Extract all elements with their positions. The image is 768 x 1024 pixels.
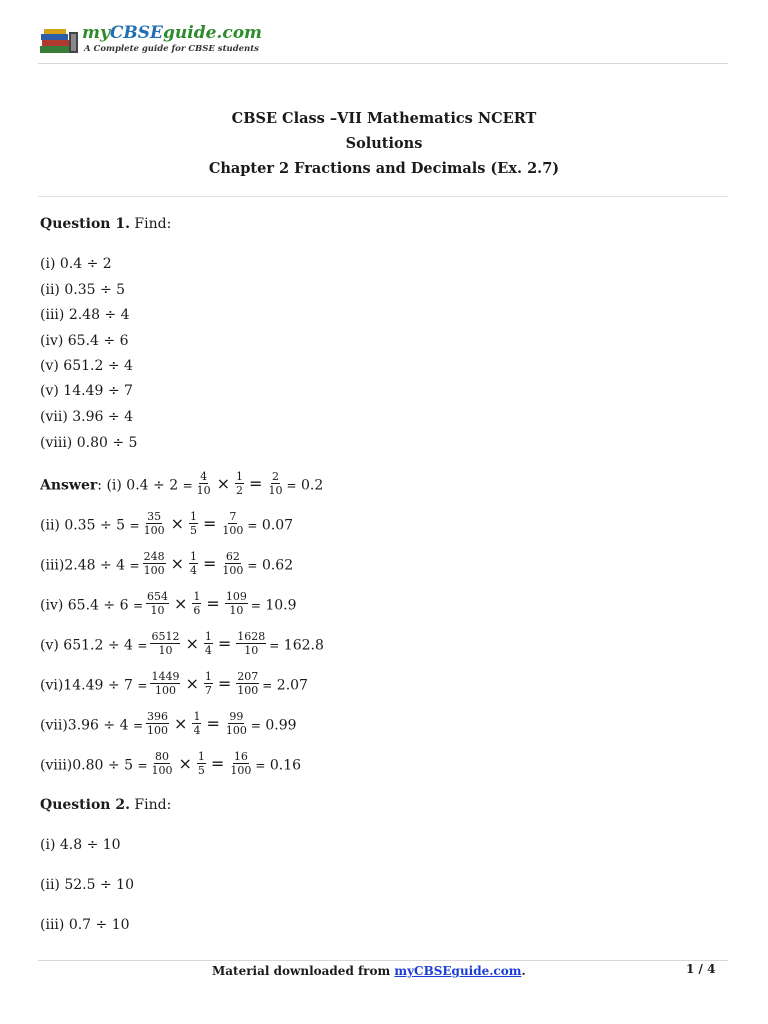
dividend: 14.49 [63, 383, 104, 399]
numerator: 6512 [151, 630, 180, 643]
fraction [189, 511, 198, 536]
equals-sign: = [247, 518, 258, 533]
denominator: 100 [230, 764, 252, 777]
denominator: 4 [193, 724, 201, 737]
divide-symbol: ÷ [107, 383, 120, 399]
divisor: 10 [116, 877, 134, 893]
title-line-2: Solutions [345, 135, 423, 152]
divide-symbol: ÷ [99, 877, 112, 893]
fraction [196, 471, 212, 496]
question-item [40, 356, 133, 376]
item-label: (v) [40, 383, 59, 399]
answer-row [40, 670, 308, 697]
question-item [40, 915, 130, 935]
item-label: (ii) [40, 877, 60, 893]
books-icon [38, 28, 80, 56]
equals-sign: = [129, 518, 140, 533]
item-label: (viii) [40, 435, 73, 451]
logo-tagline: A Complete guide for CBSE students [84, 44, 259, 54]
numerator: 7 [229, 510, 237, 523]
equals-sign: = [206, 713, 220, 733]
answer-label: Answer [40, 477, 98, 494]
answer-result: 0.99 [265, 717, 297, 734]
equals-sign: = [217, 633, 232, 653]
denominator: 100 [222, 524, 244, 537]
fraction [236, 671, 259, 696]
numerator: 16 [233, 750, 248, 763]
footer-credit: Material downloaded from myCBSEguide.com. [212, 964, 526, 978]
fraction [146, 591, 169, 616]
divide-symbol: ÷ [107, 409, 120, 425]
question-item [40, 331, 129, 351]
divisor: 5 [128, 435, 138, 451]
dividend: 2.48 [68, 307, 100, 323]
answer-row [40, 710, 297, 737]
fraction [236, 631, 266, 656]
dividend: 4.8 [59, 837, 83, 853]
denominator: 100 [222, 564, 244, 577]
answer-result: 10.9 [265, 597, 297, 614]
divide-symbol: ÷ [104, 307, 117, 323]
times-symbol: × [170, 553, 185, 573]
divisor: 6 [119, 333, 129, 349]
denominator: 2 [236, 484, 244, 497]
times-symbol: × [170, 513, 184, 533]
answer-prefix: (iv) 65.4 [40, 597, 99, 614]
equals-sign: = [206, 593, 220, 613]
divide-symbol: ÷ [86, 256, 99, 272]
denominator: 5 [197, 764, 205, 777]
divisor: 2 [169, 477, 179, 494]
logo-wordmark: myCBSEguide.com [82, 23, 263, 43]
equals-sign: = [286, 478, 297, 493]
answer-result: 162.8 [283, 637, 324, 654]
divisor: 4 [119, 717, 129, 734]
answer-result: 2.07 [276, 677, 308, 694]
equals-sign: = [203, 553, 217, 573]
dividend: 0.7 [68, 917, 92, 933]
question-item [40, 875, 134, 895]
question-item [40, 305, 130, 325]
denominator: 6 [193, 604, 201, 617]
item-label: (i) [40, 256, 56, 272]
equals-sign: = [210, 753, 225, 773]
footer-link[interactable]: myCBSEguide.com [394, 964, 522, 978]
divide-symbol: ÷ [107, 677, 120, 694]
equals-sign: = [137, 638, 148, 653]
answer-prefix: (iii)2.48 [40, 557, 96, 574]
denominator: 100 [154, 684, 176, 697]
numerator: 109 [225, 590, 247, 603]
page-header [0, 0, 768, 64]
answer-row [40, 510, 294, 537]
denominator: 10 [196, 484, 211, 497]
fraction [151, 751, 174, 776]
dividend: 65.4 [67, 333, 99, 349]
denominator: 4 [204, 644, 212, 657]
divisor: 6 [119, 597, 129, 614]
fraction [225, 711, 248, 736]
title-divider [38, 196, 728, 197]
fraction [229, 751, 252, 776]
divide-symbol: ÷ [103, 597, 116, 614]
times-symbol: × [178, 753, 192, 773]
divisor: 4 [120, 307, 130, 323]
fraction [143, 511, 166, 536]
answer-row [40, 590, 297, 617]
fraction [150, 671, 180, 696]
answer-result: 0.16 [269, 757, 302, 774]
numerator: 1 [204, 670, 212, 683]
denominator: 7 [204, 684, 212, 697]
dividend: 52.5 [64, 877, 96, 893]
numerator: 1628 [237, 630, 266, 643]
divisor: 7 [124, 383, 133, 399]
numerator: 1 [236, 470, 244, 483]
title-line-3: Chapter 2 Fractions and Decimals (Ex. 2.7) [208, 160, 560, 177]
question-prompt: Find: [134, 216, 172, 232]
question-item [40, 407, 133, 427]
question-item [40, 433, 137, 453]
divide-symbol: ÷ [107, 637, 120, 654]
dividend: 651.2 [63, 358, 104, 374]
divide-symbol: ÷ [99, 282, 112, 298]
dividend: 0.35 [64, 282, 96, 298]
fraction [192, 591, 201, 616]
answer-result: 0.2 [300, 477, 324, 494]
fraction [235, 471, 244, 496]
answer-prefix: (vi)14.49 [40, 677, 104, 694]
answer-result: 0.62 [261, 557, 294, 574]
denominator: 100 [147, 724, 169, 737]
numerator: 99 [229, 710, 244, 723]
answer-prefix: (ii) 0.35 [40, 517, 96, 534]
answer-prefix: (i) 0.4 [106, 477, 149, 494]
answer-prefix: (vii)3.96 [40, 717, 99, 734]
page-number: 1 / 4 [686, 962, 716, 976]
denominator: 100 [225, 724, 247, 737]
question-item [40, 280, 125, 300]
equals-sign: = [262, 678, 273, 693]
fraction [197, 751, 206, 776]
numerator: 1449 [151, 670, 180, 683]
numerator: 1 [197, 750, 205, 763]
answer-prefix: (viii)0.80 [40, 757, 104, 774]
divisor: 4 [124, 409, 133, 425]
fraction [192, 711, 201, 736]
denominator: 10 [158, 644, 173, 657]
divide-symbol: ÷ [107, 757, 120, 774]
item-label: (iii) [40, 917, 65, 933]
divide-symbol: ÷ [99, 557, 112, 574]
denominator: 10 [244, 644, 259, 657]
equals-sign: = [249, 473, 263, 493]
item-label: (i) [40, 837, 56, 853]
denominator: 100 [237, 684, 259, 697]
equals-sign: = [250, 598, 261, 613]
title-line-1: CBSE Class –VII Mathematics NCERT [231, 110, 537, 127]
divisor: 5 [116, 282, 126, 298]
fraction [267, 471, 283, 496]
numerator: 1 [190, 550, 198, 563]
numerator: 1 [193, 710, 201, 723]
equals-sign: = [217, 673, 232, 693]
dividend: 0.4 [59, 256, 83, 272]
denominator: 100 [143, 564, 165, 577]
answer-row: Answer: (i) 0.4 ÷ 2 = $\frac{4}{10}$ × $\frac{1}{2}$ = $\frac{2}{10}$ = 0.2 [40, 470, 324, 497]
numerator: 4 [200, 470, 208, 483]
question-item [40, 381, 133, 401]
numerator: 248 [143, 550, 165, 563]
equals-sign: = [182, 478, 193, 493]
denominator: 5 [190, 524, 197, 537]
numerator: 207 [237, 670, 259, 683]
equals-sign: = [255, 758, 266, 773]
divide-symbol: ÷ [103, 333, 116, 349]
fraction [189, 551, 198, 576]
denominator: 10 [150, 604, 165, 617]
divide-symbol: ÷ [86, 837, 99, 853]
divide-symbol: ÷ [153, 477, 165, 494]
divisor: 4 [124, 637, 133, 654]
question-label: Question 1. [40, 216, 130, 232]
numerator: 80 [155, 750, 170, 763]
item-label: (vii) [40, 409, 68, 425]
times-symbol: × [185, 633, 199, 653]
denominator: 10 [268, 484, 283, 497]
equals-sign: = [247, 558, 258, 573]
document-title [0, 106, 768, 181]
fraction [221, 511, 244, 536]
divisor: 4 [116, 557, 126, 574]
denominator: 10 [229, 604, 244, 617]
divide-symbol: ÷ [95, 917, 108, 933]
item-label: (ii) [40, 282, 60, 298]
times-symbol: × [185, 673, 199, 693]
question-item [40, 254, 112, 274]
divisor: 7 [124, 677, 133, 694]
answer-prefix: (v) 651.2 [40, 637, 104, 654]
item-label: (iv) [40, 333, 64, 349]
question-2-heading [40, 795, 171, 815]
divide-symbol: ÷ [107, 358, 120, 374]
times-symbol: × [216, 473, 231, 493]
numerator: 1 [190, 510, 197, 523]
divisor: 5 [124, 757, 133, 774]
answer-row [40, 750, 302, 777]
question-item [40, 835, 121, 855]
question-1-heading [40, 214, 171, 234]
header-divider [38, 63, 728, 64]
question-label: Question 2. [40, 797, 130, 813]
numerator: 2 [271, 470, 279, 483]
equals-sign: = [129, 558, 140, 573]
fraction [150, 631, 180, 656]
times-symbol: × [174, 593, 188, 613]
answer-row [40, 630, 324, 657]
dividend: 0.80 [76, 435, 108, 451]
item-label: (v) [40, 358, 59, 374]
equals-sign: = [250, 718, 261, 733]
numerator: 62 [225, 550, 240, 563]
answer-result: 0.07 [261, 517, 294, 534]
denominator: 100 [151, 764, 173, 777]
divisor: 2 [102, 256, 112, 272]
equals-sign: = [203, 513, 217, 533]
numerator: 396 [147, 710, 169, 723]
divisor: 5 [116, 517, 126, 534]
item-label: (iii) [40, 307, 65, 323]
footer-divider [38, 960, 728, 961]
fraction [221, 551, 244, 576]
numerator: 35 [147, 510, 162, 523]
question-prompt: Find: [134, 797, 172, 813]
dividend: 3.96 [72, 409, 104, 425]
divisor: 10 [102, 837, 121, 853]
fraction [143, 551, 166, 576]
divisor: 10 [111, 917, 130, 933]
equals-sign: = [137, 678, 148, 693]
fraction [146, 711, 169, 736]
divide-symbol: ÷ [112, 435, 125, 451]
equals-sign: = [137, 758, 148, 773]
fraction [204, 671, 213, 696]
numerator: 1 [204, 630, 212, 643]
divide-symbol: ÷ [103, 717, 116, 734]
divide-symbol: ÷ [99, 517, 112, 534]
equals-sign: = [132, 598, 144, 613]
equals-sign: = [132, 718, 144, 733]
numerator: 654 [147, 590, 169, 603]
answer-row [40, 550, 294, 577]
divisor: 4 [124, 358, 133, 374]
numerator: 1 [193, 590, 201, 603]
fraction [204, 631, 213, 656]
denominator: 4 [190, 564, 198, 577]
equals-sign: = [269, 638, 280, 653]
mycbseguide-logo[interactable] [38, 23, 263, 60]
times-symbol: × [174, 713, 188, 733]
fraction [225, 591, 248, 616]
denominator: 100 [143, 524, 165, 537]
